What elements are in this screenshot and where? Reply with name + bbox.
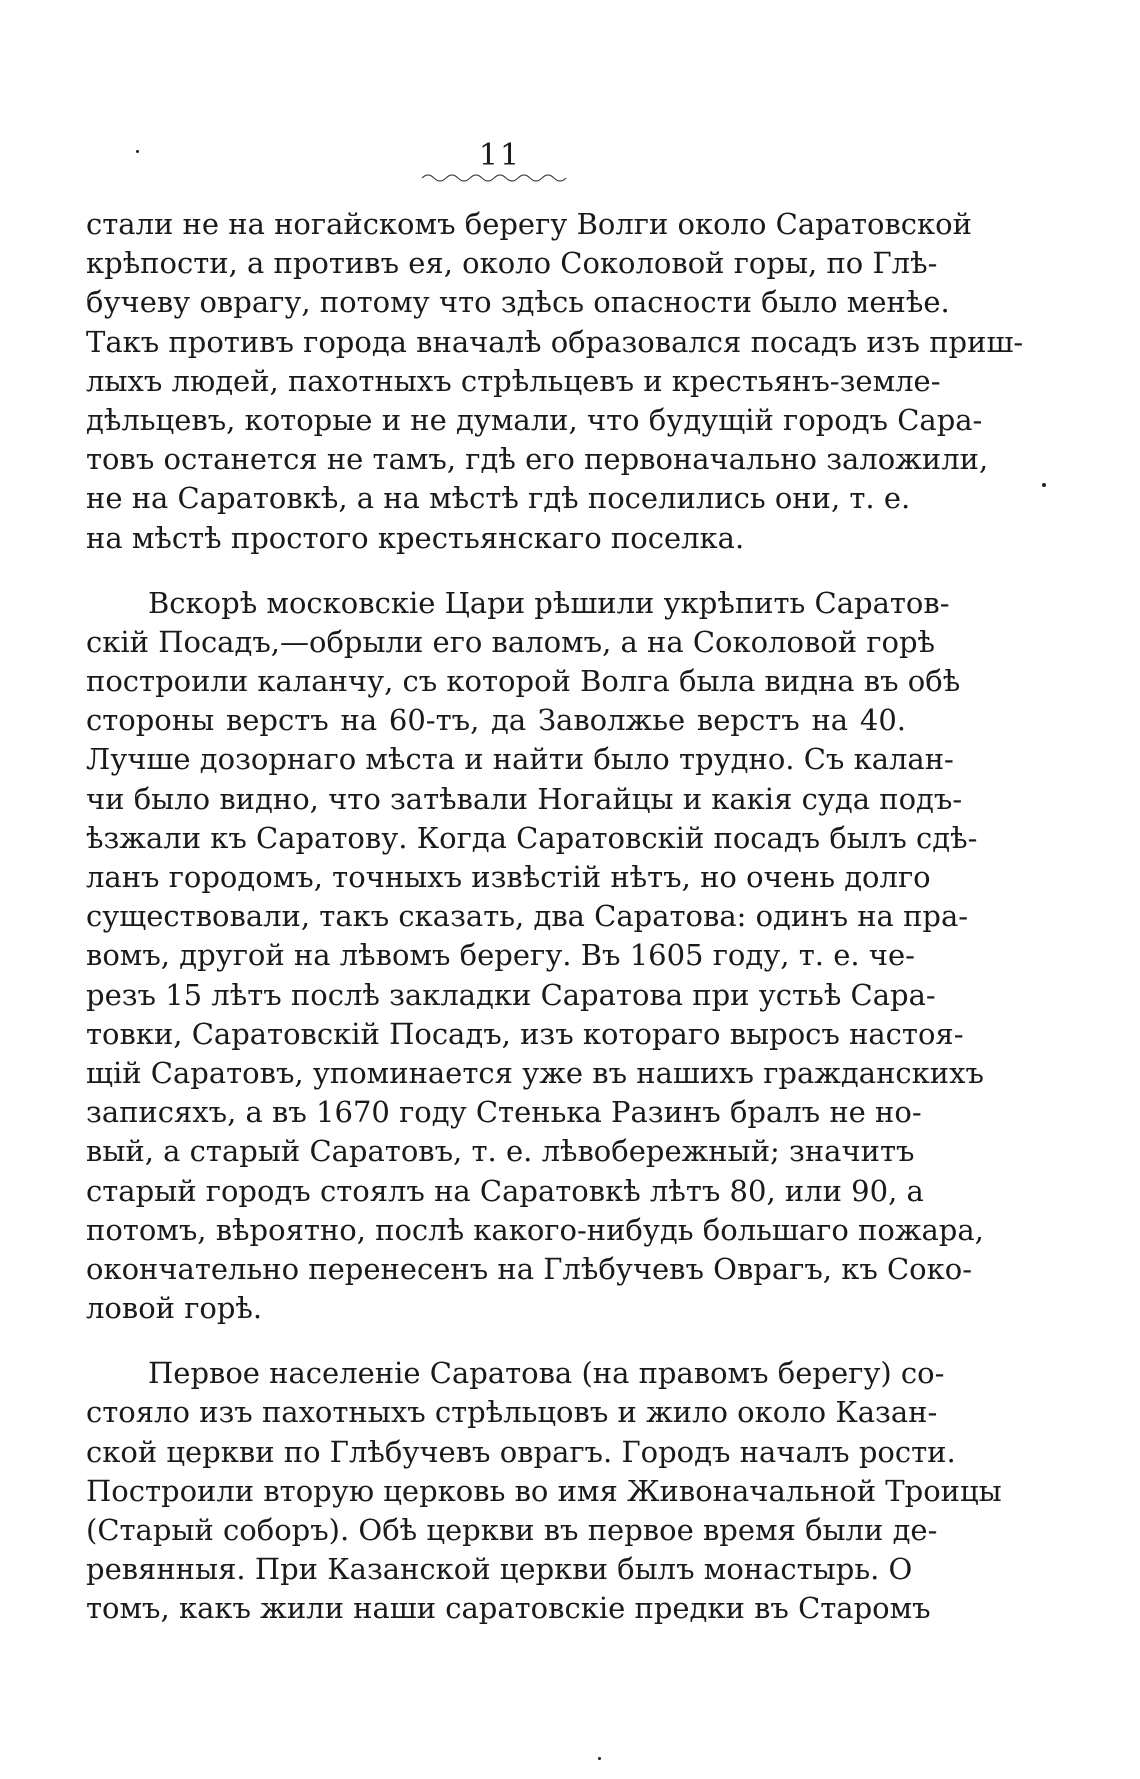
text-line: построили каланчу, съ которой Волга была видна въ обѣ [86, 664, 961, 699]
text-line: стороны верстъ на 60-тъ, да Заволжье верстъ на 40. [86, 703, 906, 738]
text-line: ревянныя. При Казанской церкви былъ монастырь. О [86, 1552, 913, 1587]
text-line: стояло изъ пахотныхъ стрѣльцовъ и жило около Казан- [86, 1395, 938, 1430]
text-line: щій Саратовъ, упоминается уже въ нашихъ гражданскихъ [86, 1055, 984, 1090]
text-line: товъ останется не тамъ, гдѣ его первоначально заложили, [86, 442, 989, 477]
text-line: крѣпости, а противъ ея, около Соколовой горы, по Глѣ- [86, 246, 938, 281]
text-line: ѣзжали къ Саратову. Когда Саратовскій посадъ былъ сдѣ- [86, 820, 978, 855]
body-text [86, 205, 1024, 1629]
wavy-ornament-icon [420, 172, 570, 184]
page-number: 11 [478, 138, 522, 173]
text-line: стали не на ногайскомъ берегу Волги около Саратовской [86, 207, 972, 241]
text-line: записяхъ, а въ 1670 году Стенька Разинъ бралъ не но- [86, 1095, 922, 1130]
text-line: (Старый соборъ). Обѣ церкви въ первое время были де- [86, 1513, 938, 1547]
text-line: вомъ, другой на лѣвомъ берегу. Въ 1605 году, т. е. че- [86, 938, 915, 973]
text-line: ской церкви по Глѣбучевъ оврагъ. Городъ началъ рости. [86, 1434, 956, 1469]
text-line: потомъ, вѣроятно, послѣ какого-нибудь большаго пожара, [86, 1212, 984, 1247]
scan-speck [1042, 483, 1046, 487]
text-line: товки, Саратовскій Посадъ, изъ котораго выросъ настоя- [86, 1016, 964, 1051]
text-line: томъ, какъ жили наши саратовскіе предки въ Старомъ [86, 1591, 931, 1626]
text-line: вый, а старый Саратовъ, т. е. лѣвобережный; значитъ [86, 1134, 915, 1169]
text-line: лыхъ людей, пахотныхъ стрѣльцевъ и крестьянъ-земле- [86, 363, 941, 398]
text-line: на мѣстѣ простого крестьянскаго поселка. [86, 520, 745, 555]
text-line: Первое населеніе Саратова (на правомъ берегу) со- [148, 1356, 945, 1391]
text-line: Лучше дозорнаго мѣста и найти было трудно. Съ калан- [86, 742, 954, 777]
text-line: существовали, такъ сказать, два Саратова: одинъ на пра- [86, 899, 969, 934]
paragraph-2 [86, 584, 984, 1329]
text-line: скій Посадъ,—обрыли его валомъ, а на Соколовой горѣ [86, 624, 936, 659]
text-line: окончательно перенесенъ на Глѣбучевъ Оврагъ, къ Соко- [86, 1251, 973, 1286]
text-line: чи было видно, что затѣвали Ногайцы и какія суда подъ- [86, 781, 963, 816]
paragraph-3 [86, 1354, 1002, 1628]
scan-speck [136, 150, 139, 153]
text-line: старый городъ стоялъ на Саратовкѣ лѣтъ 80, или 90, а [86, 1173, 924, 1208]
text-line: резъ 15 лѣтъ послѣ закладки Саратова при устьѣ Сара- [86, 977, 936, 1012]
paragraph-gap [86, 1328, 906, 1354]
text-line: Построили вторую церковь во имя Живоначальной Троицы [86, 1473, 1002, 1508]
paragraph-gap [86, 558, 906, 584]
text-line: дѣльцевъ, которые и не думали, что будущій городъ Сара- [86, 402, 983, 437]
paragraph-1 [86, 205, 1024, 558]
text-line: ловой горѣ. [86, 1291, 263, 1326]
text-line: ланъ городомъ, точныхъ извѣстій нѣтъ, но очень долго [86, 860, 931, 894]
text-line: не на Саратовкѣ, а на мѣстѣ гдѣ поселились они, т. е. [86, 481, 911, 516]
scan-speck [598, 1757, 601, 1760]
text-line: Вскорѣ московскіе Цари рѣшили укрѣпить Саратов- [148, 585, 950, 620]
text-line: бучеву оврагу, потому что здѣсь опасности было менѣе. [86, 285, 950, 320]
text-line: Такъ противъ города вначалѣ образовался посадъ изъ приш- [86, 324, 1024, 359]
